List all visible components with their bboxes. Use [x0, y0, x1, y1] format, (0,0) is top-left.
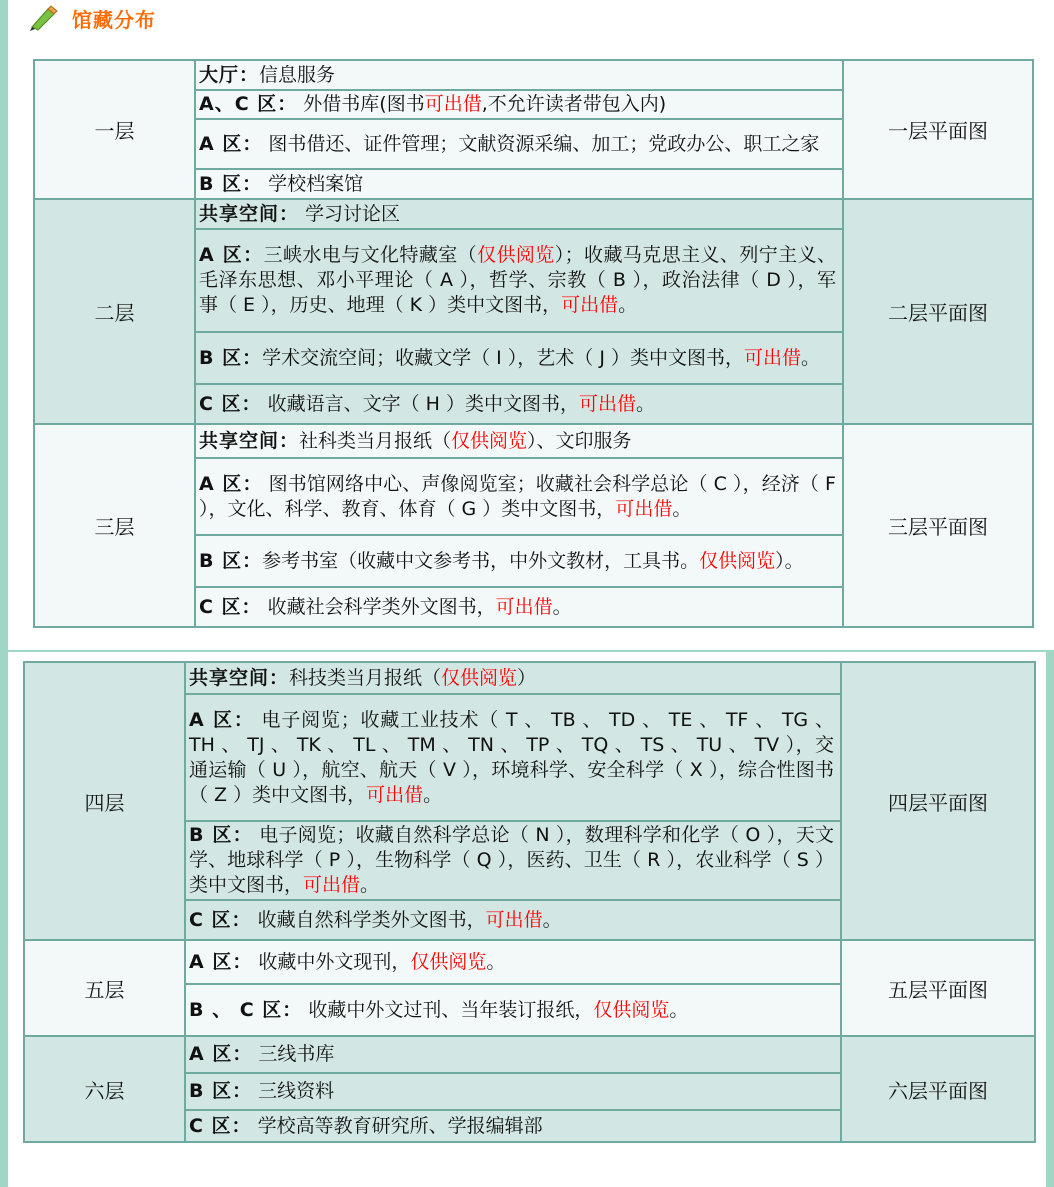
zone-text: 信息服务: [259, 63, 336, 86]
zone-label: A 区：: [189, 950, 253, 973]
section-title: 馆藏分布: [72, 7, 156, 32]
zone-description: [195, 119, 843, 169]
availability-note: 可出借: [495, 595, 553, 618]
zone-description: [195, 424, 843, 458]
availability-note: 可出借: [366, 783, 424, 806]
zone-label: A、C 区：: [199, 93, 298, 115]
zone-row: [34, 199, 1033, 229]
zone-label: 大厅：: [199, 63, 260, 86]
zone-text: 电子阅览；收藏工业技术（ T 、 TB 、 TD 、 TE 、 TF 、 TG 、 TH 、 TJ 、 TK 、 TL 、 TM 、 TN 、 TP 、 TQ 、 TS 、 TU 、 TV ），交通运输（ U ），航空、航天（ V ），环境科学、安全科学（ X ），综合性图书（ Z ）类中文图书，: [189, 708, 834, 806]
zone-label: C 区：: [189, 908, 252, 931]
availability-note: 仅供阅览: [441, 666, 518, 689]
zone-label: A 区：: [189, 1043, 253, 1065]
zone-text: ）: [517, 666, 537, 689]
floor-table-upper: [33, 59, 1034, 628]
zone-description: [185, 940, 841, 984]
zone-text: 学校档案馆: [262, 172, 364, 195]
zone-label: 共享空间：: [199, 202, 300, 225]
zone-text: 。: [486, 950, 506, 973]
zone-label: B 区：: [189, 1080, 253, 1102]
floor-name: 五层: [24, 940, 185, 1036]
zone-label: B 、 C 区：: [189, 998, 303, 1021]
floor-plan-cell: [843, 60, 1033, 199]
floor-name: 一层: [34, 60, 195, 199]
zone-label: 共享空间：: [199, 429, 300, 452]
availability-note: 可出借: [485, 908, 543, 931]
zone-description: [185, 1036, 841, 1073]
zone-text: 图书馆网络中心、声像阅览室；收藏社会科学总论（ C ），经济（ F ），文化、科学、教育、体育（ G ）类中文图书，: [199, 472, 836, 520]
zone-text: 。: [669, 998, 689, 1021]
availability-note: 可出借: [578, 392, 636, 415]
zone-text: 学校高等教育研究所、学报编辑部: [251, 1114, 543, 1137]
availability-note: 可出借: [303, 874, 361, 896]
zone-text: 。: [552, 595, 572, 618]
floor-plan-cell: [843, 424, 1033, 627]
zone-label: B 区：: [199, 346, 263, 369]
zone-text: 图书借还、证件管理；文献资源采编、加工；党政办公、职工之家: [262, 132, 820, 155]
zone-text: 收藏语言、文字（ H ）类中文图书，: [261, 392, 579, 415]
availability-note: 仅供阅览: [451, 429, 528, 452]
zone-text: 科技类当月报纸（: [289, 666, 442, 689]
floor-name: 六层: [24, 1036, 185, 1142]
zone-text: 收藏自然科学类外文图书，: [251, 908, 486, 931]
zone-description: [195, 60, 843, 90]
zone-description: [185, 694, 841, 821]
floor-name: 二层: [34, 199, 195, 424]
zone-text: 。: [618, 294, 638, 316]
zone-text: 社科类当月报纸（: [299, 429, 452, 452]
floor-plan-cell: [841, 662, 1035, 940]
floor-plan-link[interactable]: 六层平面图: [888, 1078, 988, 1103]
zone-description: [195, 458, 843, 535]
floor-plan-link[interactable]: 一层平面图: [888, 119, 988, 143]
zone-text: 学术交流空间；收藏文学（ I ），艺术（ J ）类中文图书，: [262, 346, 744, 369]
floor-table-lower: [23, 661, 1036, 1143]
zone-row: [34, 60, 1033, 90]
section-header: [28, 4, 156, 32]
zone-text: 。: [360, 874, 380, 896]
zone-row: [34, 424, 1033, 458]
availability-note: 可出借: [615, 497, 673, 520]
zone-text: 。: [636, 392, 656, 415]
zone-label: B 区：: [199, 172, 263, 195]
zone-text: 。: [801, 346, 821, 369]
availability-note: 仅供阅览: [477, 244, 555, 266]
zone-description: [195, 199, 843, 229]
availability-note: 仅供阅览: [593, 998, 670, 1021]
zone-row: [24, 1036, 1035, 1073]
zone-description: [195, 90, 843, 119]
zone-description: [195, 384, 843, 424]
zone-text: 三线书库: [252, 1043, 335, 1065]
zone-text: 电子阅览；收藏自然科学总论（ N ），数理科学和化学（ O ），天文学、地球科学（ P ），生物科学（ Q ），医药、卫生（ R ），农业科学（ S ）类中文图书，: [189, 824, 834, 896]
floor-plan-cell: [841, 940, 1035, 1036]
zone-description: [195, 535, 843, 587]
zone-description: [185, 821, 841, 900]
availability-note: 仅供阅览: [699, 549, 776, 572]
zone-text: ,不允许读者带包入内): [481, 93, 667, 115]
zone-description: [185, 984, 841, 1036]
zone-text: 收藏中外文过刊、当年装订报纸，: [302, 998, 594, 1021]
floor-plan-link[interactable]: 四层平面图: [888, 790, 988, 815]
zone-description: [195, 229, 843, 332]
zone-label: A 区：: [189, 708, 255, 731]
floor-name: 三层: [34, 424, 195, 627]
zone-text: 学习讨论区: [299, 202, 401, 225]
zone-row: [24, 940, 1035, 984]
zone-text: 。: [672, 497, 692, 520]
zone-text: 。: [423, 783, 443, 806]
zone-text: 。: [542, 908, 562, 931]
zone-description: [185, 662, 841, 694]
zone-description: [195, 587, 843, 627]
zone-label: 共享空间：: [189, 666, 290, 689]
zone-text: 参考书室（收藏中文参考书，中外文教材，工具书。: [262, 549, 700, 572]
zone-row: [24, 662, 1035, 694]
zone-description: [185, 1110, 841, 1142]
zone-text: ）。: [775, 549, 804, 572]
zone-text: 外借书库(图书: [297, 93, 425, 115]
zone-text: ）、文印服务: [527, 429, 632, 452]
zone-text: 三峡水电与文化特藏室（: [263, 244, 478, 266]
zone-label: A 区：: [199, 132, 263, 155]
floor-plan-link[interactable]: 三层平面图: [888, 515, 988, 539]
zone-label: C 区：: [199, 595, 262, 618]
zone-text: 收藏社会科学类外文图书，: [261, 595, 496, 618]
zone-description: [185, 900, 841, 940]
zone-description: [185, 1073, 841, 1110]
pencil-icon: [28, 5, 58, 31]
availability-note: 可出借: [743, 346, 801, 369]
floor-plan-link[interactable]: 二层平面图: [888, 301, 988, 325]
zone-text: ）；收藏马克思主义、列宁主义、毛泽东思想、邓小平理论（ A ），哲学、宗教（ B ），政治法律（ D ），军事（ E ），历史、地理（ K ）类中文图书，: [199, 244, 836, 316]
floor-plan-cell: [843, 199, 1033, 424]
availability-note: 仅供阅览: [410, 950, 487, 973]
availability-note: 可出借: [424, 93, 482, 115]
zone-label: A 区：: [199, 472, 263, 495]
availability-note: 可出借: [561, 294, 619, 316]
zone-label: B 区：: [189, 824, 253, 846]
floor-name: 四层: [24, 662, 185, 940]
floor-plan-link[interactable]: 五层平面图: [888, 977, 988, 1002]
floor-plan-cell: [841, 1036, 1035, 1142]
zone-text: 收藏中外文现刊，: [252, 950, 411, 973]
zone-text: 三线资料: [252, 1080, 335, 1102]
zone-label: A 区：: [199, 244, 264, 266]
zone-description: [195, 332, 843, 384]
zone-description: [195, 169, 843, 199]
zone-label: C 区：: [189, 1114, 252, 1137]
zone-label: B 区：: [199, 549, 263, 572]
zone-label: C 区：: [199, 392, 262, 415]
